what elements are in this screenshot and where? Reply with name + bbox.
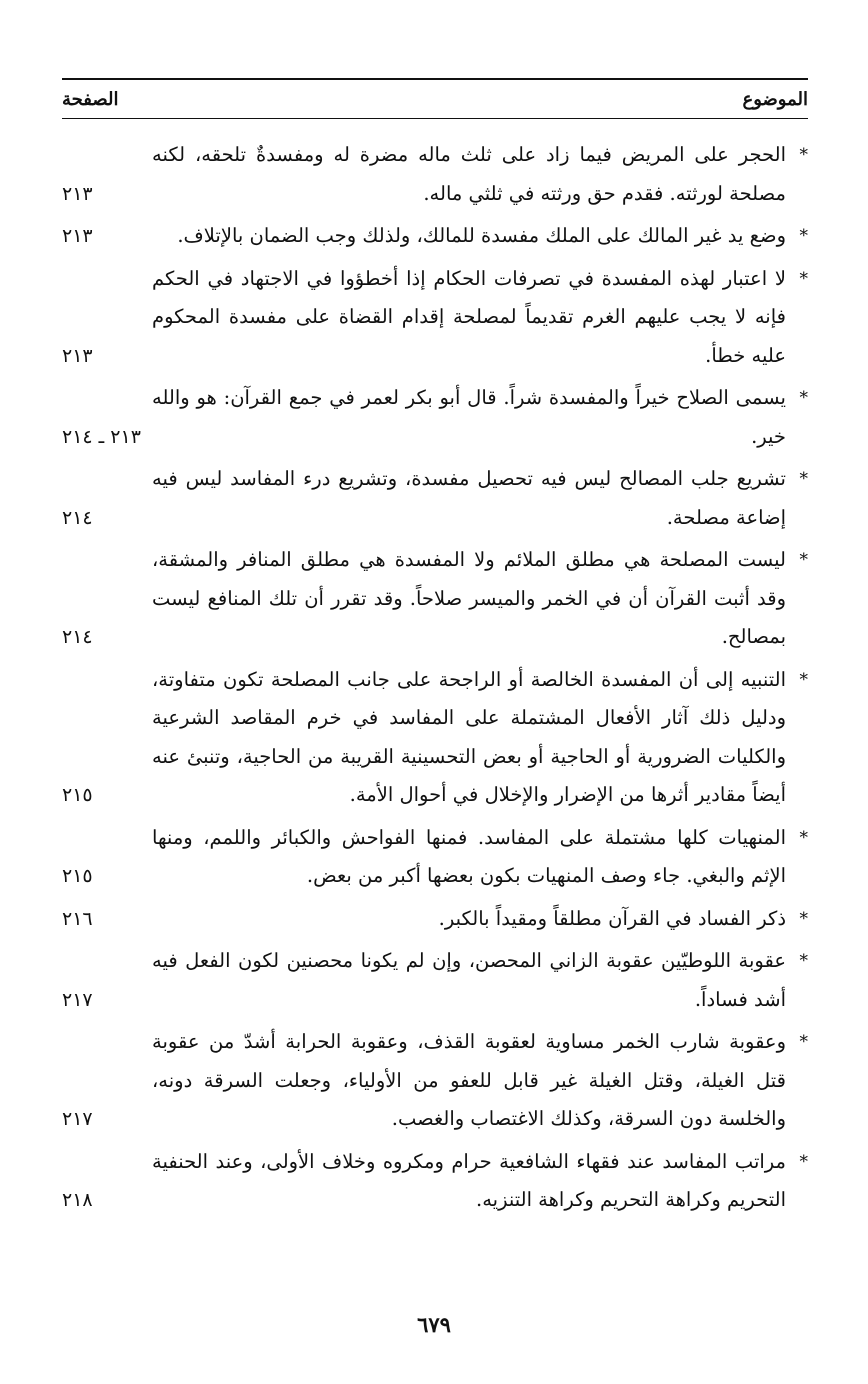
index-entry [62,460,808,537]
header-top-rule [62,78,808,80]
page-column-label: الصفحة [62,88,119,110]
entry-body: ذكر الفساد في القرآن مطلقاً ومقيداً بالكبر. [438,906,786,930]
entry-text [152,1023,808,1139]
entry-body: وضع يد غير المالك على الملك مفسدة للمالك، ولذلك وجب الضمان بالإتلاف. [177,224,786,247]
entry-page-ref: ٢١٣ [62,182,93,205]
entry-page-ref: ٢١٨ [62,1189,93,1211]
index-entry [62,541,808,657]
page-number: ٦٧٩ [417,1312,451,1337]
entry-text [152,460,808,537]
bullet-star-icon: * [799,827,808,848]
index-entries [62,136,808,1224]
bullet-star-icon: * [799,908,808,929]
entry-text [152,136,808,213]
entry-body: وعقوبة شارب الخمر مساوية لعقوبة القذف، وعقوبة الحرابة أشدّ من عقوبة قتل الغيلة، وقتل الغيلة غير قابل للعفو من الأولياء، وجعلت السرقة دونه، والخلسة دون السرقة، وكذلك الاغتصاب والغصب. [152,1030,786,1130]
index-entry [62,217,808,256]
bullet-star-icon: * [799,145,808,165]
entry-page-ref: ٢١٧ [62,988,93,1011]
bullet-star-icon: * [799,268,808,289]
entry-body: ليست المصلحة هي مطلق الملائم ولا المفسدة هي مطلق المنافر والمشقة، وقد أثبت القرآن أن في الخمر والميسر صلاحاً. وقد تقرر أن تلك المنافع ليست بمصالح. [152,548,786,648]
entry-page-ref: ٢١٦ [62,907,93,930]
entry-page-ref: ٢١٣ [62,344,93,367]
entry-body: التنبيه إلى أن المفسدة الخالصة أو الراجحة على جانب المصلحة تكون متفاوتة، ودليل ذلك آثار الأفعال المشتملة على المفاسد في خرم المقاصد الشرعية والكليات الضرورية أو الحاجية أو بعض التحسينية القريبة من الحاجية، وتنبئ عنه أيضاً مقادير أثرها من الإضرار والإخلال في أحوال الأمة. [152,667,786,806]
header-bottom-rule [62,118,808,119]
index-entry [62,900,808,939]
entry-body: يسمى الصلاح خيراً والمفسدة شراً. قال أبو بكر لعمر في جمع القرآن: هو والله خير. [152,386,786,448]
bullet-star-icon: * [799,1032,808,1052]
entry-text [152,819,808,896]
entry-page-ref: ٢١٤ [62,506,93,529]
entry-page-ref: ٢١٤ [62,626,93,648]
index-entry [62,819,808,896]
entry-page-ref: ٢١٥ [62,865,93,887]
bullet-star-icon: * [799,388,808,408]
entry-body: تشريع جلب المصالح ليس فيه تحصيل مفسدة، وتشريع درء المفاسد ليس فيه إضاعة مصلحة. [152,467,786,529]
index-entry [62,1023,808,1139]
bullet-star-icon: * [799,550,808,570]
entry-text [152,260,808,376]
column-header [62,84,808,114]
entry-text [152,942,808,1019]
entry-text [152,661,808,815]
topic-column-label: الموضوع [742,88,808,110]
index-entry [62,260,808,376]
index-entry [62,379,808,456]
entry-text [152,1143,808,1220]
entry-page-ref: ٢١٣ [62,225,93,247]
index-entry [62,942,808,1019]
entry-body: الحجر على المريض فيما زاد على ثلث ماله مضرة له ومفسدةٌ تلحقه، لكنه مصلحة لورثته. فقدم حق ورثته في ثلثي ماله. [152,143,786,205]
entry-body: عقوبة اللوطيّين عقوبة الزاني المحصن، وإن لم يكونا محصنين لكون الفعل فيه أشد فساداً. [152,949,786,1011]
bullet-star-icon: * [799,951,808,971]
entry-body: لا اعتبار لهذه المفسدة في تصرفات الحكام إذا أخطؤوا في الاجتهاد في الحكم فإنه لا يجب عليهم الغرم تقديماً لمصلحة إقدام القضاة على مفسدة المحكوم عليه خطأ. [152,266,786,367]
entry-text [152,217,808,256]
index-entry [62,661,808,815]
entry-text [152,379,808,456]
bullet-star-icon: * [799,669,808,690]
entry-body: المنهيات كلها مشتملة على المفاسد. فمنها الفواحش والكبائر واللمم، ومنها الإثم والبغي. جاء وصف المنهيات بكون بعضها أكبر من بعض. [152,825,786,887]
entry-page-ref: ٢١٥ [62,784,93,806]
bullet-star-icon: * [799,1151,808,1172]
entry-text [152,900,808,939]
index-entry [62,1143,808,1220]
entry-text [152,541,808,657]
entry-body: مراتب المفاسد عند فقهاء الشافعية حرام ومكروه وخلاف الأولى، وعند الحنفية التحريم وكراهة التحريم وكراهة التنزيه. [152,1149,786,1211]
index-entry [62,136,808,213]
bullet-star-icon: * [799,469,808,489]
entry-page-ref: ٢١٧ [62,1108,93,1130]
bullet-star-icon: * [799,226,808,246]
entry-page-ref: ٢١٣ ـ ٢١٤ [62,425,141,448]
